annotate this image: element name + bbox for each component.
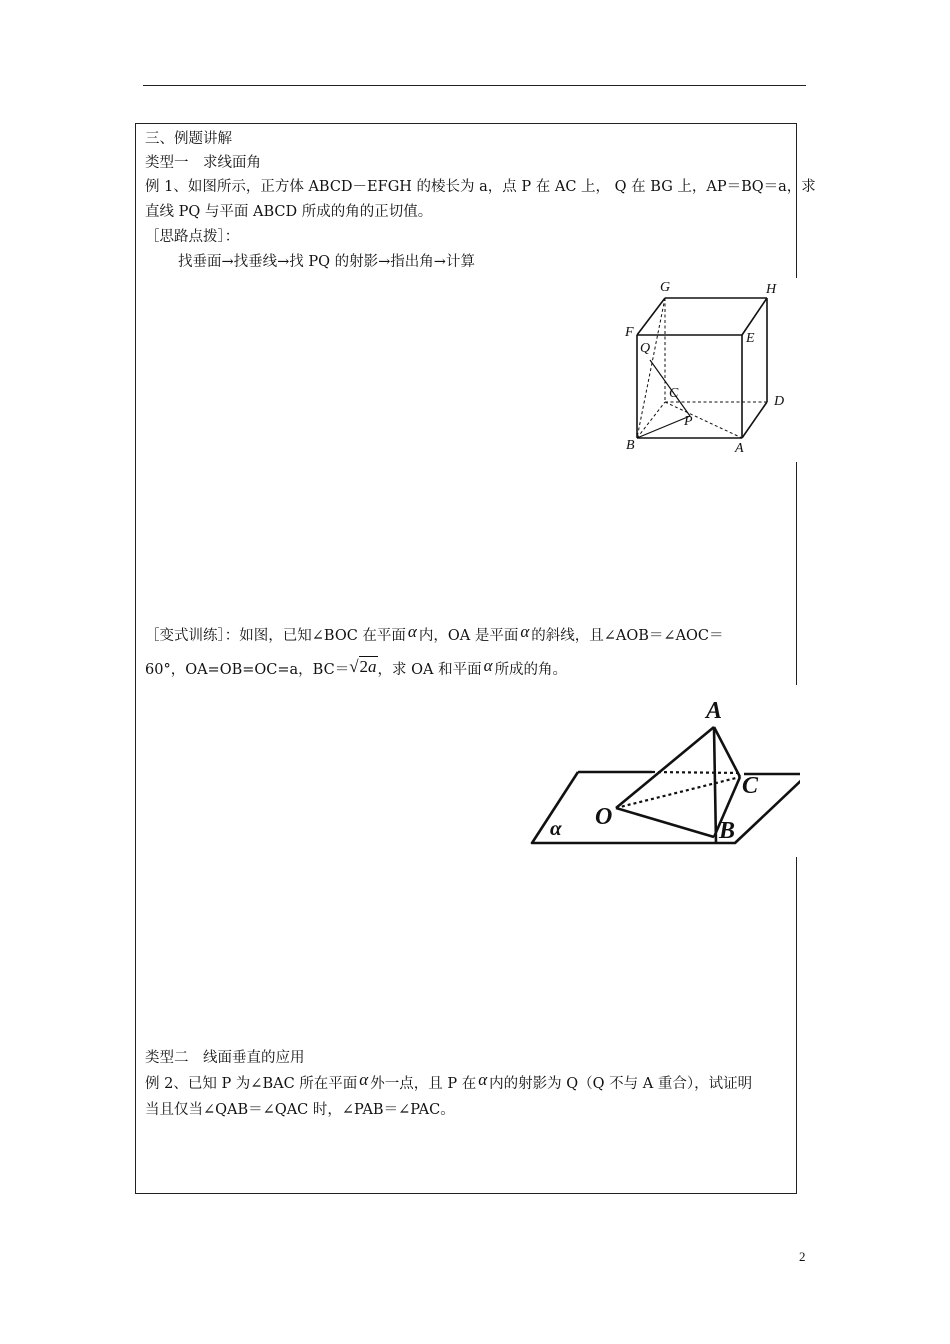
alpha-symbol: α [407,622,417,641]
example1-line1: 例 1、如图所示，正方体 ABCD－EFGH 的棱长为 a，点 P 在 AC 上， Q 在 BG 上，AP＝BQ＝a，求 [145,179,816,195]
cube-figure [612,278,798,462]
cube-label-d: D [774,394,785,409]
variant-line1 [145,622,724,645]
variant-text-2: 内，OA 是平面 [418,628,519,644]
hint-title: ［思路点拨］： [145,229,240,245]
plane-label-a: A [706,698,723,724]
alpha-symbol: α [520,622,530,641]
page-number: 2 [799,1249,806,1264]
example2-line2: 当且仅当∠QAB＝∠QAC 时，∠PAB＝∠PAC。 [145,1102,455,1118]
cube-label-f: F [625,325,634,340]
sqrt-variable: a [368,657,377,676]
section-heading: 三、例题讲解 [145,131,232,147]
cube-label-h: H [766,282,777,297]
plane-label-b: B [719,818,736,844]
example2-text-1: 例 2、已知 P 为∠BAC 所在平面 [145,1076,358,1092]
variant-line2 [145,656,568,679]
cube-label-q: Q [640,341,651,356]
hint-body: 找垂面→找垂线→找 PQ 的射影→指出角→计算 [178,254,475,270]
type2-title: 类型二 线面垂直的应用 [145,1050,305,1066]
alpha-symbol: α [359,1070,369,1089]
header-rule [143,85,806,86]
alpha-symbol: α [483,656,493,675]
example1-line2: 直线 PQ 与平面 ABCD 所成的角的正切值。 [145,204,433,220]
example2-text-3: 内的射影为 Q（Q 不与 A 重合），试证明 [489,1076,753,1092]
sqrt-number: 2 [359,657,369,676]
type1-title: 类型一 求线面角 [145,155,261,171]
variant-text-4: 60°，OA=OB=OC=a，BC＝ [145,662,350,678]
alpha-symbol: α [478,1070,488,1089]
plane-figure [525,685,800,857]
variant-text-6: 所成的角。 [494,662,568,678]
example2-line1 [145,1070,753,1093]
cube-label-e: E [746,331,755,346]
cube-label-g: G [660,280,671,295]
example2-text-2: 外一点，且 P 在 [370,1076,477,1092]
cube-label-a: A [735,441,744,456]
cube-label-c: C [669,386,679,401]
plane-label-alpha: α [550,816,562,840]
sqrt-expression: √2a [349,657,377,676]
plane-label-o: O [595,804,613,830]
cube-label-b: B [626,438,635,453]
plane-label-c: C [742,773,759,799]
variant-text-1: ［变式训练］：如图，已知∠BOC 在平面 [145,628,406,644]
variant-text-5: ，求 OA 和平面 [377,662,482,678]
cube-label-p: P [684,414,693,429]
variant-text-3: 的斜线，且∠AOB＝∠AOC＝ [531,628,724,644]
